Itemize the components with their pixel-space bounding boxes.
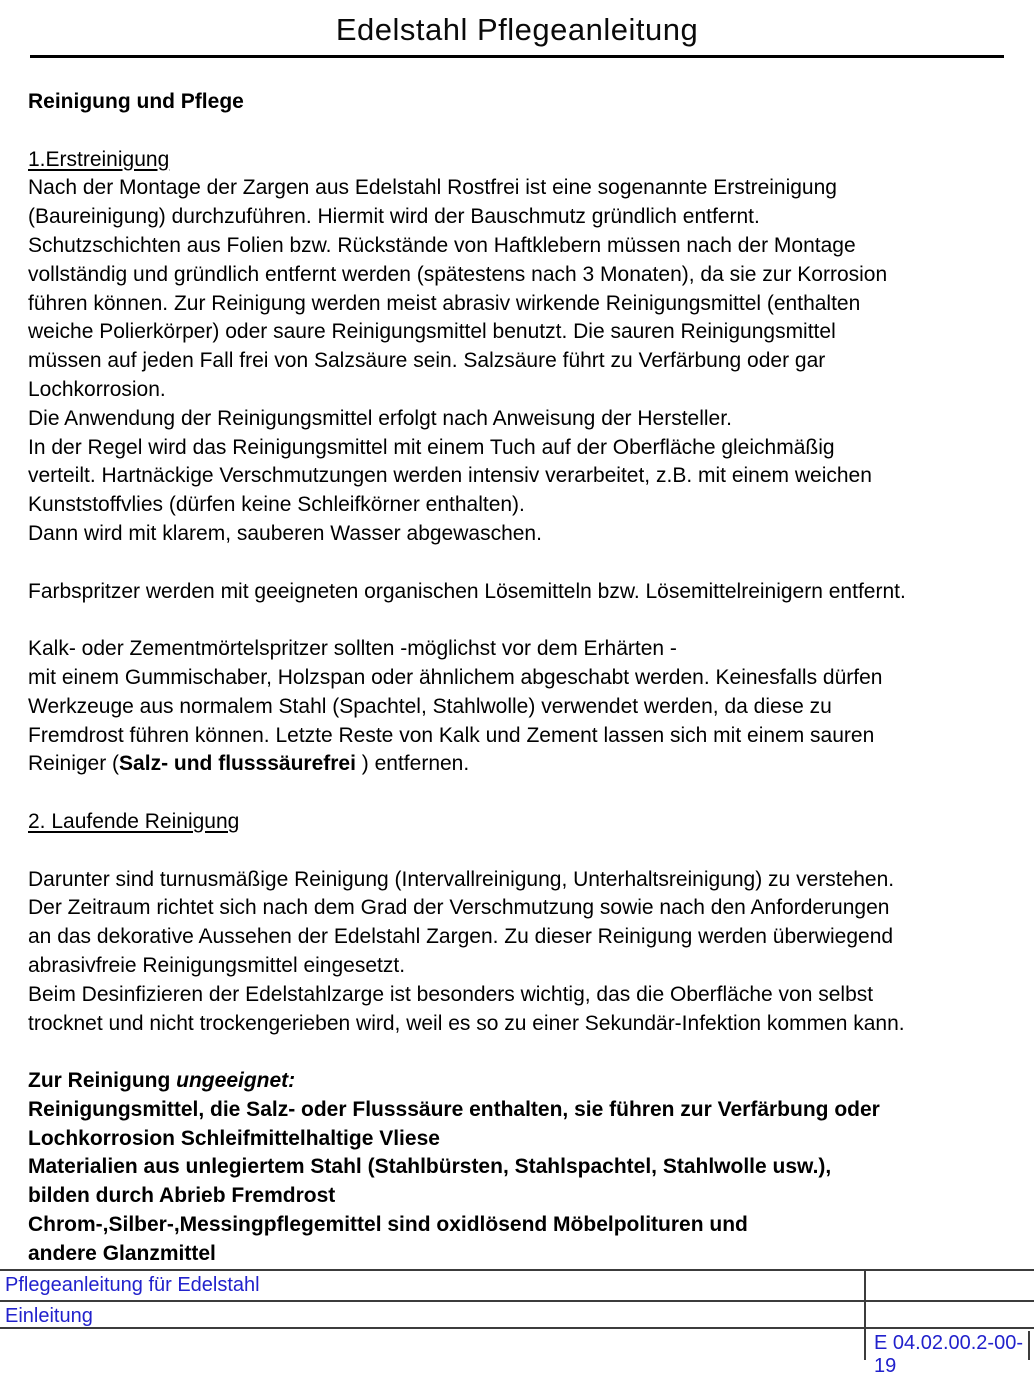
- text-line: [28, 1182, 1034, 1211]
- footer-cell-left[interactable]: Einleitung: [5, 1304, 93, 1327]
- text-segment: vollständig und gründlich entfernt werden (spätestens nach 3 Monaten), da sie zur Korrosion: [28, 262, 888, 286]
- text-line: [28, 750, 1034, 779]
- text-segment: abrasivfreie Reinigungsmittel eingesetzt.: [28, 953, 406, 977]
- text-segment: Nach der Montage der Zargen aus Edelstahl Rostfrei ist eine sogenannte Erstreinigung: [28, 176, 837, 200]
- text-line: [28, 578, 1034, 607]
- text-line: [28, 1010, 1034, 1039]
- text-segment: 2. Laufende Reinigung: [28, 809, 240, 833]
- text-line: [28, 376, 1034, 405]
- footer-table: [0, 1269, 1034, 1377]
- text-segment: Zur Reinigung: [28, 1069, 177, 1093]
- document-body: [28, 88, 1034, 1269]
- text-line: [28, 635, 1034, 664]
- text-segment: Lochkorrosion.: [28, 377, 166, 401]
- text-segment: Materialien aus unlegiertem Stahl (Stahlbürsten, Stahlspachtel, Stahlwolle usw.),: [28, 1155, 832, 1179]
- text-line: [28, 894, 1034, 923]
- text-line: [28, 520, 1034, 549]
- text-segment: Chrom-,Silber-,Messingpflegemittel sind oxidlösend Möbelpolituren und: [28, 1213, 748, 1237]
- page-title: Edelstahl Pflegeanleitung: [335, 12, 699, 47]
- text-line: [28, 117, 1034, 146]
- text-segment: Farbspritzer werden mit geeigneten organischen Lösemitteln bzw. Lösemittelreinigern entfernt.: [28, 579, 906, 603]
- footer-cell-left[interactable]: Pflegeanleitung für Edelstahl: [5, 1273, 260, 1296]
- text-segment: mit einem Gummischaber, Holzspan oder ähnlichem abgeschabt werden. Keinesfalls dürfen: [28, 665, 883, 689]
- text-segment: andere Glanzmittel: [28, 1241, 216, 1265]
- text-line: [28, 722, 1034, 751]
- title-divider: [30, 55, 1004, 58]
- text-segment: Reinigungsmittel, die Salz- oder Flusssäure enthalten, sie führen zur Verfärbung oder: [28, 1097, 880, 1121]
- text-line: [28, 664, 1034, 693]
- footer-right-border: [1028, 1331, 1030, 1360]
- text-segment: weiche Polierkörper) oder saure Reinigungsmittel benutzt. Die sauren Reinigungsmittel: [28, 320, 836, 344]
- text-line: [28, 1096, 1034, 1125]
- text-segment: Der Zeitraum richtet sich nach dem Grad der Verschmutzung sowie nach den Anforderungen: [28, 896, 890, 920]
- text-line: [28, 923, 1034, 952]
- text-line: [28, 606, 1034, 635]
- text-line: [28, 549, 1034, 578]
- text-line: [28, 779, 1034, 808]
- text-line: [28, 290, 1034, 319]
- text-line: [28, 434, 1034, 463]
- text-segment: ungeeignet:: [176, 1069, 296, 1093]
- text-segment: Kalk- oder Zementmörtelspritzer sollten -möglichst vor dem Erhärten -: [28, 637, 677, 661]
- text-segment: verteilt. Hartnäckige Verschmutzungen werden intensiv verarbeitet, z.B. mit einem weichen: [28, 464, 872, 488]
- text-segment: Beim Desinfizieren der Edelstahlzarge ist besonders wichtig, das die Oberfläche von selbst: [28, 982, 874, 1006]
- footer-row: [0, 1302, 1034, 1329]
- text-line: [28, 405, 1034, 434]
- text-line: [28, 1125, 1034, 1154]
- text-line: [28, 462, 1034, 491]
- text-line: [28, 1153, 1034, 1182]
- text-line: [28, 203, 1034, 232]
- footer-cell-right: [866, 1271, 1034, 1300]
- text-line: [28, 146, 1034, 175]
- text-line: [28, 261, 1034, 290]
- footer-cell-right: [866, 1302, 1034, 1327]
- text-segment: Fremdrost führen können. Letzte Reste von Kalk und Zement lassen sich mit einem sauren: [28, 723, 875, 747]
- text-segment: Werkzeuge aus normalem Stahl (Spachtel, Stahlwolle) verwendet werden, da diese zu: [28, 694, 832, 718]
- footer-row: [0, 1329, 1034, 1377]
- footer-cell-right[interactable]: E 04.02.00.2-00-19: [874, 1331, 1023, 1377]
- text-line: [28, 1038, 1034, 1067]
- page-header: [0, 0, 1034, 58]
- text-segment: 1.Erstreinigung: [28, 147, 170, 171]
- text-line: [28, 952, 1034, 981]
- text-line: [28, 1067, 1034, 1096]
- text-line: [28, 88, 1034, 117]
- text-segment: Reiniger (: [28, 752, 120, 776]
- text-line: [28, 837, 1034, 866]
- text-segment: ) entfernen.: [355, 752, 470, 776]
- text-segment: Schutzschichten aus Folien bzw. Rückstände von Haftklebern müssen nach der Montage: [28, 233, 856, 257]
- text-segment: In der Regel wird das Reinigungsmittel mit einem Tuch auf der Oberfläche gleichmäßig: [28, 435, 835, 459]
- text-segment: Darunter sind turnusmäßige Reinigung (Intervallreinigung, Unterhaltsreinigung) zu verstehen.: [28, 867, 895, 891]
- text-segment: Kunststoffvlies (dürfen keine Schleifkörner enthalten).: [28, 493, 525, 517]
- footer-column-divider: [864, 1271, 866, 1360]
- text-segment: Salz- und flusssäurefrei: [119, 752, 356, 776]
- text-segment: Dann wird mit klarem, sauberen Wasser abgewaschen.: [28, 521, 542, 545]
- text-line: [28, 866, 1034, 895]
- text-line: [28, 693, 1034, 722]
- text-segment: bilden durch Abrieb Fremdrost: [28, 1184, 336, 1208]
- text-line: [28, 1211, 1034, 1240]
- text-line: [28, 491, 1034, 520]
- footer-row: [0, 1271, 1034, 1302]
- text-line: [28, 174, 1034, 203]
- text-segment: an das dekorative Aussehen der Edelstahl Zargen. Zu dieser Reinigung werden überwiegend: [28, 925, 894, 949]
- text-segment: führen können. Zur Reinigung werden meist abrasiv wirkende Reinigungsmittel (enthalten: [28, 291, 861, 315]
- footer-cell-left: [0, 1329, 866, 1356]
- text-segment: trocknet und nicht trockengerieben wird, weil es so zu einer Sekundär-Infektion kommen kann.: [28, 1011, 905, 1035]
- text-segment: müssen auf jeden Fall frei von Salzsäure sein. Salzsäure führt zu Verfärbung oder gar: [28, 349, 826, 373]
- text-segment: (Baureinigung) durchzuführen. Hiermit wird der Bauschmutz gründlich entfernt.: [28, 205, 760, 229]
- text-segment: Die Anwendung der Reinigungsmittel erfolgt nach Anweisung der Hersteller.: [28, 406, 732, 430]
- text-line: [28, 1240, 1034, 1269]
- text-line: [28, 347, 1034, 376]
- text-line: [28, 232, 1034, 261]
- text-segment: Lochkorrosion Schleifmittelhaltige Vliese: [28, 1126, 440, 1150]
- text-line: [28, 981, 1034, 1010]
- text-line: [28, 808, 1034, 837]
- text-line: [28, 318, 1034, 347]
- text-segment: Reinigung und Pflege: [28, 90, 244, 113]
